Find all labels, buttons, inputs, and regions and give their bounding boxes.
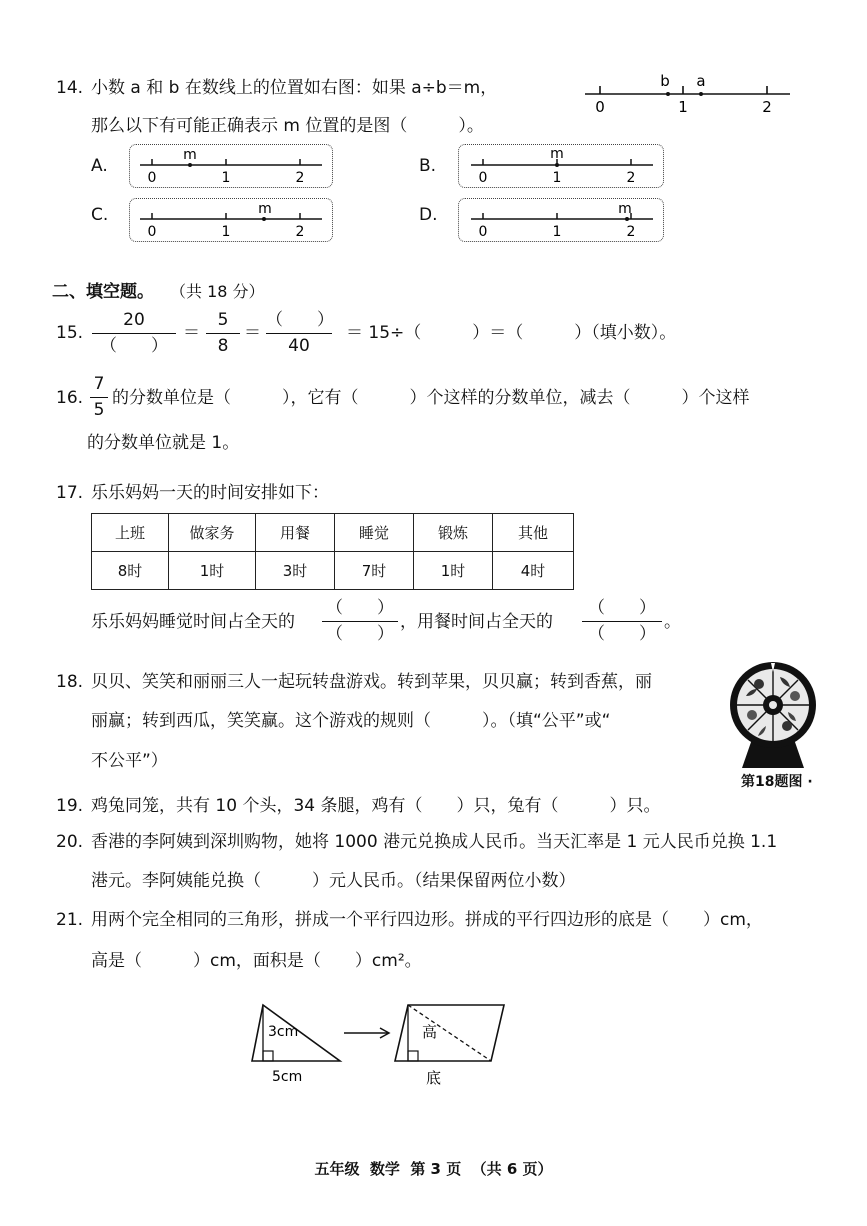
q18-spinner-wheel-image: [728, 660, 818, 772]
q14-option-c-tick-1: 1: [221, 224, 231, 240]
table-cell: 1时: [414, 552, 493, 590]
q14-option-c[interactable]: [129, 198, 333, 242]
section-2-title: 二、填空题。: [52, 282, 154, 302]
table-header-cell: 锻炼: [414, 514, 493, 552]
q14-option-d-m: m: [618, 201, 632, 217]
q17-meal-fraction-numerator: （ ）: [588, 598, 656, 618]
table-header-cell: 用餐: [256, 514, 335, 552]
table-cell: 3时: [256, 552, 335, 590]
q14-option-d-tick-2: 2: [626, 224, 636, 240]
q17-sleep-fraction-numerator: （ ）: [326, 598, 394, 618]
q17-sleep-fraction-blank[interactable]: [322, 600, 398, 643]
q21-number: 21.: [56, 910, 84, 930]
q14-option-b-letter: B.: [419, 156, 437, 176]
q17-question-part1: 乐乐妈妈睡觉时间占全天的: [91, 612, 295, 632]
q14-option-b[interactable]: [458, 144, 664, 188]
q19-text: 鸡兔同笼，共有 10 个头，34 条腿，鸡有（ ）只，兔有（ ）只。: [91, 796, 661, 816]
q14-line2: 那么以下有可能正确表示 m 位置的是图（ ）。: [91, 116, 484, 136]
q14-option-a[interactable]: [129, 144, 333, 188]
q14-option-d-tick-1: 1: [552, 224, 562, 240]
q15-fraction-3-denominator: 40: [288, 336, 310, 356]
q19-number: 19.: [56, 796, 84, 816]
q15-fraction-1-numerator: 20: [123, 310, 145, 330]
q14-option-a-tick-2: 2: [295, 170, 305, 186]
q14-option-c-m: m: [258, 201, 272, 217]
q20-line2: 港元。李阿姨能兑换（ ）元人民币。（结果保留两位小数）: [91, 871, 576, 891]
q17-intro: 乐乐妈妈一天的时间安排如下：: [91, 483, 329, 503]
q21-diagram: [240, 995, 520, 1095]
q16-number: 16.: [56, 388, 84, 408]
q21-parallelogram-height-label: 高: [422, 1023, 438, 1041]
q14-number: 14.: [56, 78, 84, 98]
q14-ref-tick-1: 1: [678, 98, 688, 115]
q16-fraction: [90, 376, 108, 419]
q16-fraction-denominator: 5: [93, 400, 105, 420]
q18-line3: 不公平”）: [91, 751, 168, 771]
q18-number: 18.: [56, 672, 84, 692]
q14-option-d-number-line: [459, 199, 663, 241]
q14-option-d-tick-0: 0: [478, 224, 488, 240]
q14-option-d[interactable]: [458, 198, 664, 242]
q14-option-b-m: m: [550, 146, 564, 162]
q16-line1: 的分数单位是（ ），它有（ ）个这样的分数单位，减去（ ）个这样: [112, 388, 750, 408]
q15-fraction-1: [92, 312, 176, 355]
q14-option-b-tick-1: 1: [552, 170, 562, 186]
q14-option-b-tick-0: 0: [478, 170, 488, 186]
q15-fraction-1-denominator: （ ）: [100, 336, 168, 356]
q14-option-b-tick-2: 2: [626, 170, 636, 186]
table-cell: 4时: [493, 552, 574, 590]
q16-fraction-numerator: 7: [93, 374, 105, 394]
q20-number: 20.: [56, 832, 84, 852]
q14-option-c-letter: C.: [91, 205, 109, 225]
page-footer: 五年级 数学 第 3 页 （共 6 页）: [314, 1160, 553, 1178]
table-row: [92, 552, 574, 590]
table-header-row: [92, 514, 574, 552]
q14-option-a-m: m: [183, 147, 197, 163]
q17-schedule-table: [91, 513, 574, 590]
q14-option-a-number-line: [130, 145, 332, 187]
q18-line2: 丽赢；转到西瓜，笑笑赢。这个游戏的规则（ ）。（填“公平”或“: [91, 711, 611, 731]
q17-question-end: 。: [664, 612, 681, 632]
q15-fraction-2: [206, 312, 240, 355]
q17-number: 17.: [56, 483, 84, 503]
q14-option-c-tick-2: 2: [295, 224, 305, 240]
q15-number: 15.: [56, 323, 84, 343]
q14-option-c-tick-0: 0: [147, 224, 157, 240]
q14-ref-tick-2: 2: [762, 98, 772, 115]
q17-meal-fraction-denominator: （ ）: [588, 624, 656, 644]
q15-fraction-2-denominator: 8: [217, 336, 229, 356]
q17-meal-fraction-blank[interactable]: [582, 600, 662, 643]
table-header-cell: 上班: [92, 514, 169, 552]
q14-option-a-tick-1: 1: [221, 170, 231, 186]
q14-ref-label-b: b: [660, 72, 670, 90]
q21-triangle-base-label: 5cm: [272, 1069, 303, 1085]
q14-ref-tick-0: 0: [595, 98, 605, 115]
q15-tail: ＝ 15÷（ ）＝（ ）（填小数）。: [346, 323, 677, 343]
q14-line1: 小数 a 和 b 在数线上的位置如右图：如果 a÷b＝m，: [91, 78, 498, 98]
table-header-cell: 做家务: [169, 514, 256, 552]
q21-line2: 高是（ ）cm，面积是（ ）cm²。: [91, 951, 422, 971]
q14-ref-label-a: a: [696, 72, 706, 90]
q14-option-b-number-line: [459, 145, 663, 187]
table-cell: 7时: [335, 552, 414, 590]
q21-triangle-height-label: 3cm: [268, 1024, 299, 1040]
q14-option-a-letter: A.: [91, 156, 108, 176]
q17-sleep-fraction-denominator: （ ）: [326, 624, 394, 644]
q15-fraction-3-numerator: （ ）: [266, 310, 334, 330]
q18-figure-caption: 第18题图 ·: [741, 774, 813, 790]
q20-line1: 香港的李阿姨到深圳购物，她将 1000 港元兑换成人民币。当天汇率是 1 元人民币兑换 1.1: [91, 832, 778, 852]
q14-reference-number-line: [580, 70, 800, 115]
q15-equals-2: ＝: [244, 323, 261, 343]
q17-question-part2: ，用餐时间占全天的: [400, 612, 553, 632]
table-cell: 8时: [92, 552, 169, 590]
q18-line1: 贝贝、笑笑和丽丽三人一起玩转盘游戏。转到苹果，贝贝赢；转到香蕉，丽: [91, 672, 652, 692]
q14-option-d-letter: D.: [419, 205, 438, 225]
q21-parallelogram-base-label: 底: [426, 1069, 442, 1087]
table-header-cell: 睡觉: [335, 514, 414, 552]
q15-equals-1: ＝: [183, 323, 200, 343]
q14-option-a-tick-0: 0: [147, 170, 157, 186]
table-cell: 1时: [169, 552, 256, 590]
table-header-cell: 其他: [493, 514, 574, 552]
q14-option-c-number-line: [130, 199, 332, 241]
q15-fraction-2-numerator: 5: [217, 310, 229, 330]
section-2-points: （共 18 分）: [170, 282, 265, 301]
q21-line1: 用两个完全相同的三角形，拼成一个平行四边形。拼成的平行四边形的底是（ ）cm，: [91, 910, 763, 930]
q16-line2: 的分数单位就是 1。: [87, 433, 240, 453]
q15-fraction-3: [266, 312, 332, 355]
